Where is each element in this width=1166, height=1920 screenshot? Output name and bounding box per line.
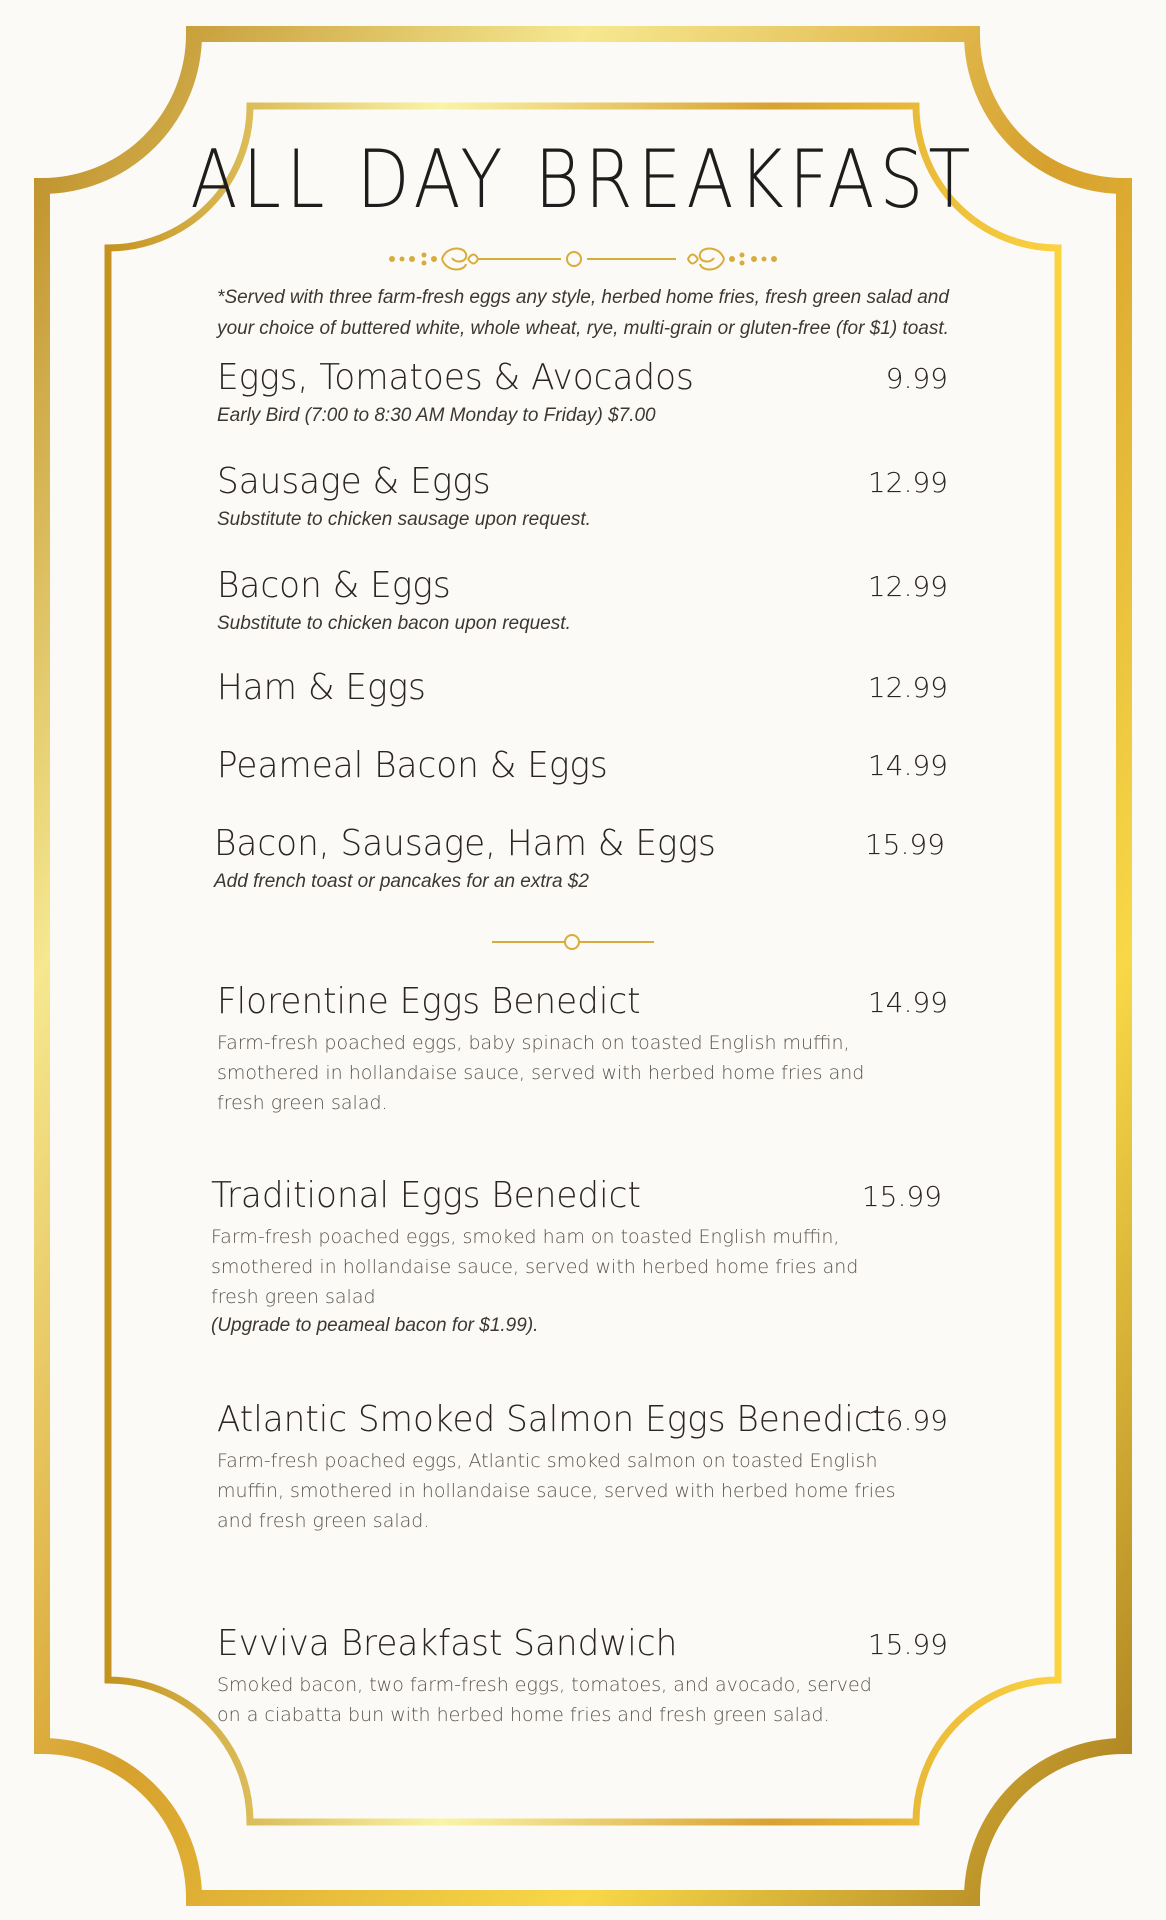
item-price: 14.99 <box>867 749 948 782</box>
menu-item <box>217 1624 897 1730</box>
menu-item <box>214 824 742 896</box>
item-note: Early Bird (7:00 to 8:30 AM Monday to Friday) $7.00 <box>217 404 656 426</box>
item-price: 15.99 <box>867 1628 948 1661</box>
item-price: 16.99 <box>867 1404 948 1437</box>
item-name: Florentine Eggs Benedict <box>217 981 641 1022</box>
item-price: 12.99 <box>867 671 948 704</box>
item-name: Sausage & Eggs <box>217 461 491 502</box>
item-name: Eggs, Tomatoes & Avocados <box>217 357 694 398</box>
menu-item <box>217 746 628 786</box>
item-name: Traditional Eggs Benedict <box>211 1175 641 1216</box>
item-note: Add french toast or pancakes for an extra $2 <box>214 870 589 892</box>
item-note: (Upgrade to peameal bacon for $1.99). <box>211 1314 539 1336</box>
item-price: 12.99 <box>867 466 948 499</box>
divider-icon <box>490 932 656 952</box>
menu-item <box>217 982 907 1118</box>
menu-item <box>211 1176 911 1340</box>
menu-item <box>217 1400 907 1536</box>
item-name: Bacon & Eggs <box>217 565 451 606</box>
menu-item <box>217 462 591 534</box>
item-note: Substitute to chicken bacon upon request. <box>217 612 571 634</box>
ornament-divider-icon <box>386 244 780 274</box>
item-description: Farm-fresh poached eggs, smoked ham on toasted English muffin, smothered in hollandaise sauce, served with herbed home fries and fresh green salad <box>211 1225 859 1308</box>
item-name: Bacon, Sausage, Ham & Eggs <box>214 823 716 864</box>
menu-item <box>217 668 437 708</box>
menu-item <box>217 358 719 430</box>
item-description: Smoked bacon, two farm-fresh eggs, tomatoes, and avocado, served on a ciabatta bun with herbed home fries and fresh green salad. <box>217 1673 872 1726</box>
item-price: 15.99 <box>864 828 945 861</box>
item-description: Farm-fresh poached eggs, baby spinach on toasted English muffin, smothered in hollandaise sauce, served with herbed home fries and fresh green salad. <box>217 1031 865 1114</box>
item-price: 9.99 <box>885 362 948 395</box>
item-name: Evviva Breakfast Sandwich <box>217 1623 678 1664</box>
item-name: Peameal Bacon & Eggs <box>217 745 608 786</box>
menu-item <box>217 566 571 638</box>
menu-title: ALL DAY BREAKFAST <box>190 133 976 226</box>
menu-intro: *Served with three farm-fresh eggs any style, herbed home fries, fresh green salad and your choice of buttered white, whole wheat, rye, multi-grain or gluten-free (for $1) toast. <box>217 287 949 339</box>
item-note: Substitute to chicken sausage upon request. <box>217 508 591 530</box>
item-description: Farm-fresh poached eggs, Atlantic smoked salmon on toasted English muffin, smothered in hollandaise sauce, served with herbed home fries and fresh green salad. <box>217 1449 896 1532</box>
item-price: 14.99 <box>867 986 948 1019</box>
item-name: Ham & Eggs <box>217 667 426 708</box>
item-name: Atlantic Smoked Salmon Eggs Benedict <box>217 1399 886 1440</box>
item-price: 12.99 <box>867 570 948 603</box>
item-price: 15.99 <box>861 1180 942 1213</box>
